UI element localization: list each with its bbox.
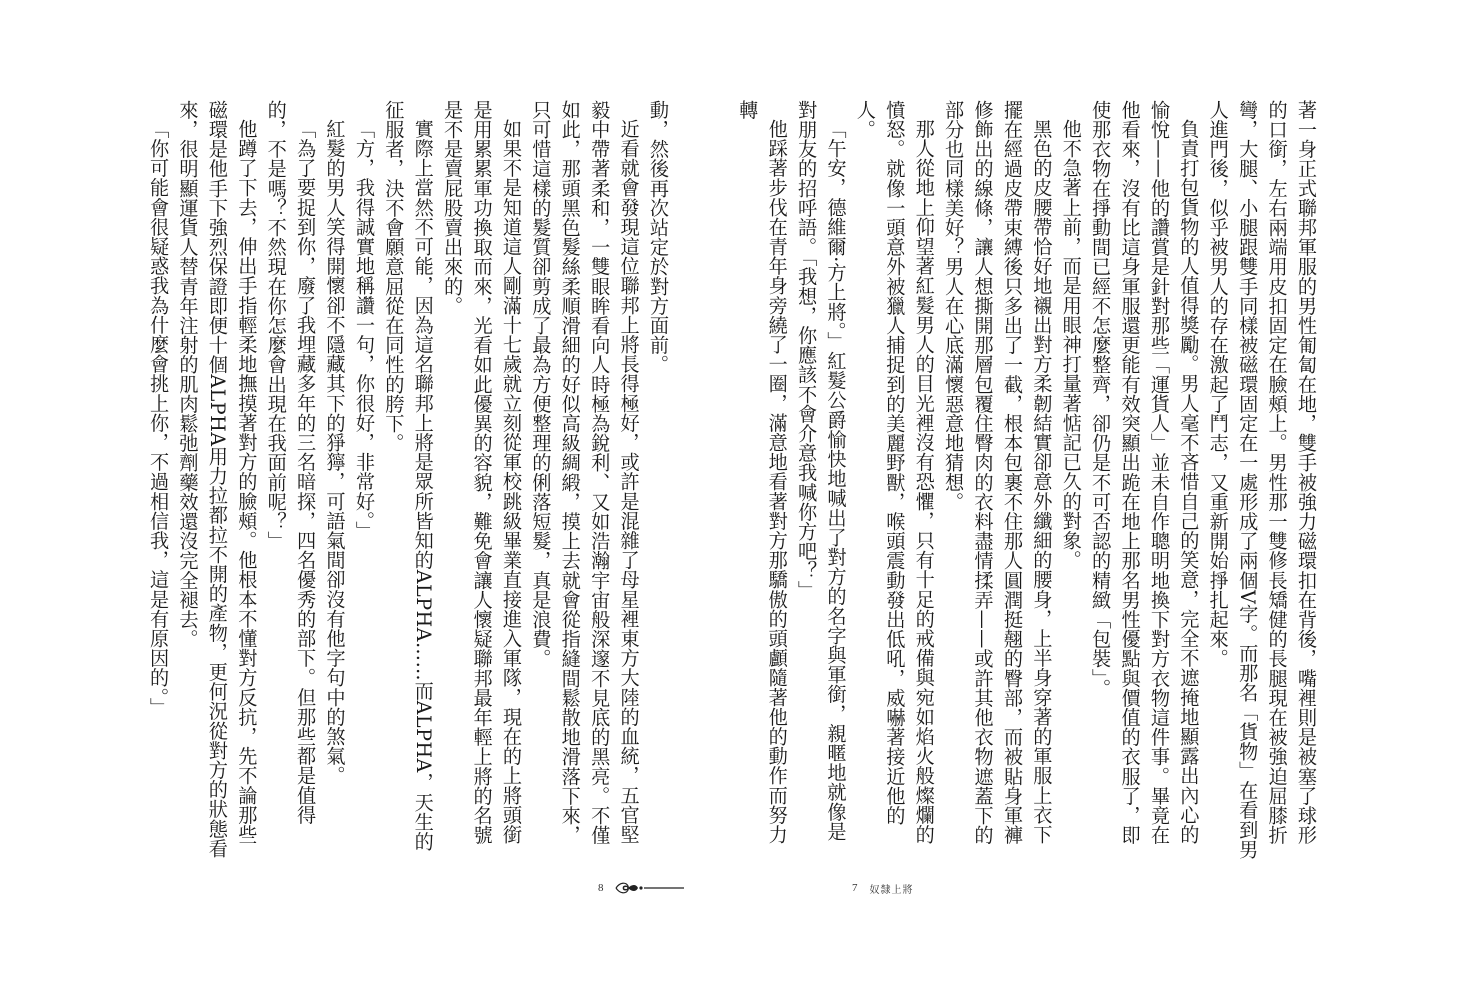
running-title: 奴隸上將 (869, 884, 914, 896)
paragraph: 「方，我得誠實地稱讚一句，你很好，非常好。」 (352, 119, 376, 541)
left-page-footer (598, 880, 686, 896)
fleuron-ornament-icon (614, 881, 686, 895)
right-page (733, 0, 1466, 1000)
left-page-text (128, 100, 673, 860)
paragraph: 黑色的皮腰帶恰好地襯出對方柔韌結實卻意外纖細的腰身，上半身穿著的軍服上衣下擺在經過皮帶束縛後只多出了一截，根本包裹不住那人圓潤挺翹的臀部，而被貼身軍褲修飾出的線條，讓人想撕開那層包覆住臀肉的衣料盡情揉弄——或許其他衣物遮蓋下的部分也同樣美好？男人在心底滿懷惡意地猜想。 (942, 100, 1054, 845)
paragraph: 紅髮的男人笑得開懷卻不隱藏其下的猙獰，可語氣間卻沒有他字句中的煞氣。 (323, 119, 347, 786)
paragraph: 負責打包貨物的人值得獎勵。男人毫不吝惜自己的笑意，完全不遮掩地顯露出內心的愉悅——他的讚賞是針對那些「運貨人」並未自作聰明地換下對方衣物這件事。畢竟在他看來，沒有比這身軍服還更能有效突顯出跪在地上那名男性優點與價值的衣服了，即使那衣物在掙動間已經不怎麼整齊，卻仍是不可否認的精緻「包裝」。 (1089, 100, 1201, 845)
paragraph: 「你可能會很疑惑我為什麼會挑上你，不過相信我，這是有原因的。」 (147, 119, 171, 718)
paragraph: 如果不是知道這人剛滿十七歲就立刻從軍校跳級畢業直接進入軍隊，現在的上將頭銜是用累累軍功換取而來，光看如此優異的容貌，難免會讓人懷疑聯邦最年輕上將的名號是不是賣屁股賣出來的。 (441, 100, 523, 845)
right-page-footer (852, 880, 914, 896)
paragraph: 著一身正式聯邦軍服的男性匍匐在地，雙手被強力磁環扣在背後，嘴裡則是被塞了球形的口銜，左右兩端用皮扣固定在臉頰上。男性那一雙修長矯健的長腿現在被強迫屈膝折彎，大腿、小腿跟雙手同樣被磁環固定在一處形成了兩個V字。而那名「貨物」在看到男人進門後，似乎被男人的存在激起了鬥志，又重新開始掙扎起來。 (1206, 100, 1318, 860)
paragraph: 那人從地上仰望著紅髮男人的目光裡沒有恐懼，只有十足的戒備與宛如焰火般燦爛的憤怒。就像一頭意外被獵人捕捉到的美麗野獸，喉頭震動發出低吼，威嚇著接近他的人。 (853, 100, 936, 845)
paragraph: 他踩著步伐在青年身旁繞了一圈，滿意地看著對方那驕傲的頭顱隨著他的動作而努力轉 (736, 100, 789, 845)
page-number: 7 (852, 882, 858, 894)
paragraph: 「為了要捉到你，廢了我埋藏多年的三名暗探，四名優秀的部下。但那些都是值得的，不是嗎？不然現在你怎麼會出現在我面前呢？」 (264, 100, 318, 825)
right-page-text (736, 100, 1321, 860)
page-number: 8 (598, 882, 604, 894)
paragraph: 實際上當然不可能，因為這名聯邦上將是眾所皆知的ALPHA……而ALPHA，天生的征服者，決不會願意屈從在同性的胯下。 (382, 100, 435, 852)
paragraph: 他蹲了下去，伸出手指輕柔地撫摸著對方的臉頰。他根本不懂對方反抗，先不論那些磁環是他手下強烈保證即便十個ALPHA用力拉都拉不開的產物，更何況從對方的狀態看來，很明顯運貨人替青年注射的肌肉鬆弛劑藥效還沒完全褪去。 (176, 100, 259, 859)
paragraph: 「午安，德維爾·方上將。」紅髮公爵愉快地喊出了對方的名字與軍銜，親暱地就像是對朋友的招呼語。「我想，你應該不會介意我喊你方吧？」 (795, 100, 848, 842)
paragraph: 他不急著上前，而是用眼神打量著惦記已久的對象。 (1059, 119, 1083, 570)
paragraph: 動，然後再次站定於對方面前。 (647, 100, 670, 375)
paragraph: 近看就會發現這位聯邦上將長得極好，或許是混雜了母星裡東方大陸的血統，五官堅毅中帶著柔和，一雙眼眸看向人時極為銳利、又如浩瀚宇宙般深邃不見底的黑亮。不僅如此，那頭黑色髮絲柔順滑細的好似高級綢緞，摸上去就會從指縫間鬆散地滑落下來，只可惜這樣的髮質卻剪成了最為方便整理的俐落短髮，真是浪費。 (529, 100, 641, 845)
